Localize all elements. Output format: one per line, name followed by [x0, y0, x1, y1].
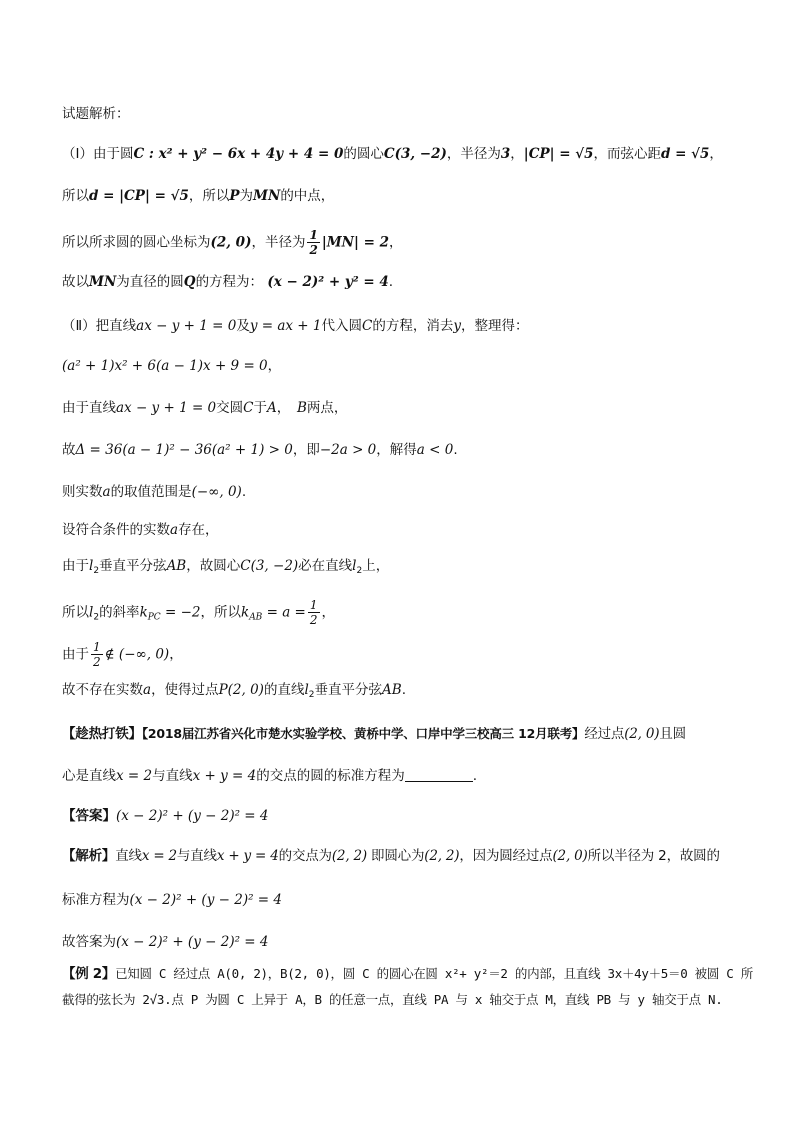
exercise-line-1: 【趁热打铁】【2018届江苏省兴化市楚水实验学校、黄桥中学、口岸中学三校高三 12月联考】经过点(2, 0)且圆 [62, 726, 686, 742]
answer-blank [405, 767, 473, 782]
heading: 试题解析： [62, 106, 130, 122]
fraction-half: $\frac{1}{2}$ [309, 228, 318, 257]
answer-line: 【答案】(x − 2)² + (y − 2)² = 4 [62, 808, 269, 824]
part2-line-8: 所以$l_2$的斜率$k_{PC} = -2$，所以$k_{AB} = a$ = $\frac{1}{2}$ ， [62, 598, 335, 627]
part1-line-1: （Ⅰ）由于圆C : x² + y² − 6x + 4y + 4 = 0的圆心C(3, −2)，半径为3，|CP| = √5，而弦心距d = √5， [62, 146, 723, 162]
part2-line-3: 由于直线ax − y + 1 = 0交圆C于A， B两点， [62, 400, 348, 416]
part1-line-2: 所以d = |CP| = √5，所以P为MN的中点， [62, 188, 335, 204]
part2-line-7: 由于$l_2$垂直平分弦AB，故圆心C(3, −2)必在直线$l_2$上， [62, 558, 390, 576]
example-line-2: 截得的弦长为 2√3.点 P 为圆 C 上异于 A，B 的任意一点，直线 PA 与 x 轴交于点 M，直线 PB 与 y 轴交于点 N. [62, 992, 723, 1007]
fraction-half: $\frac{1}{2}$ [93, 640, 101, 669]
example-line-1: 【例 2】已知圆 C 经过点 A(0, 2)，B(2, 0)，圆 C 的圆心在圆 x²+ y²＝2 的内部，且直线 3x＋4y＋5＝0 被圆 C 所 [62, 966, 753, 982]
fraction-half: $\frac{1}{2}$ [309, 598, 318, 627]
part2-line-1: （Ⅱ）把直线ax − y + 1 = 0及y = ax + 1代入圆C的方程，消去y，整理得： [62, 318, 529, 334]
part2-line-10: 故不存在实数a，使得过点P(2, 0)的直线$l_2$垂直平分弦AB. [62, 682, 406, 700]
part2-line-4: 故Δ = 36(a − 1)² − 36(a² + 1) > 0，即−2a > 0，解得a < 0. [62, 442, 458, 458]
part1-line-3: 所以所求圆的圆心坐标为(2, 0)，半径为 $\frac{1}{2}$ |MN| = 2， [62, 228, 403, 257]
part2-line-5: 则实数a的取值范围是(−∞, 0). [62, 484, 247, 500]
part2-line-2: (a² + 1)x² + 6(a − 1)x + 9 = 0， [62, 358, 282, 374]
solution-line-2: 标准方程为(x − 2)² + (y − 2)² = 4 [62, 892, 282, 908]
part2-line-9: 由于 $\frac{1}{2}$ ∉ (−∞, 0)， [62, 640, 183, 669]
exercise-line-2: 心是直线x = 2与直线x + y = 4的交点的圆的标准方程为 . [62, 768, 478, 784]
part1-line-4: 故以MN为直径的圆Q的方程为： (x − 2)² + y² = 4. [62, 274, 394, 290]
solution-line-1: 【解析】直线x = 2与直线x + y = 4的交点为(2, 2) 即圆心为(2, 2)，因为圆经过点(2, 0)所以半径为 2，故圆的 [62, 848, 720, 864]
part2-line-6: 设符合条件的实数a存在， [62, 522, 219, 538]
solution-line-3: 故答案为(x − 2)² + (y − 2)² = 4 [62, 934, 269, 950]
